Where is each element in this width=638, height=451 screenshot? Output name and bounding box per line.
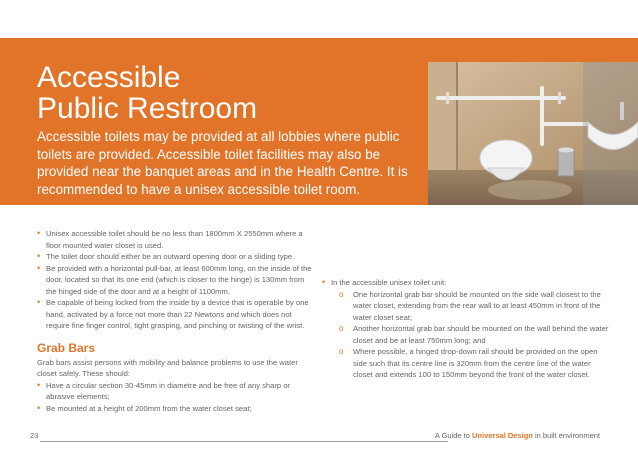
restroom-illustration [428,62,638,205]
sub-list-item: o One horizontal grab bar should be mounted on the side wall closest to the water closet, extending from the rear wall to at least 450mm in front of the water closet seat; [339,289,612,324]
right-column [322,277,612,381]
list-item: • The toilet door should either be an outward opening door or a sliding type. [37,251,312,263]
footer-text-bold: Universal Design [472,431,533,440]
list-item: • Be mounted at a height of 200mm from the water closet seat; [37,403,312,415]
restroom-photo [428,62,638,205]
title-line-1: Accessible [37,61,181,94]
left-column [37,228,312,414]
footer-text [435,431,600,440]
unisex-unit-lead: In the accessible unisex toilet unit: [331,278,447,287]
footer-rule [40,441,448,442]
grab-bars-list [37,380,312,415]
sub-list-item: o Where possible, a hinged drop-down rail should be provided on the open side such that its centre line is 320mm from the centre line of the water closet and extends 100 to 150mm beyond the front of the water closet. [339,346,612,381]
sub-list-item: o Another horizontal grab bar should be mounted on the wall behind the water closet and be at least 750mm long; and [339,323,612,346]
unisex-unit-list [322,277,612,381]
footer-text-prefix: A Guide to [434,431,473,440]
requirements-list [37,228,312,332]
grab-bars-heading: Grab Bars [37,340,96,355]
page-number: 23 [30,431,39,440]
unisex-unit-sublist [331,289,612,381]
intro-paragraph: Accessible toilets may be provided at all lobbies where public toilets are provided. Accessible toilet facilities may also be provided near the banquet areas and in the Health Centre. It is recommended to have a unisex accessible toilet room. [37,129,408,197]
page-title [37,62,417,124]
footer-text-suffix: in built environment [532,431,600,440]
list-item [322,277,612,381]
grab-bars-intro: Grab bars assist persons with mobility and balance problems to use the water closet safely. These should: [37,357,298,378]
list-item: • Be capable of being locked from the inside by a device that is operable by one hand, activated by a force not more than 22 Newtons and which does not require fine finger control, tight grasping, and pinching or twisting of the wrist. [37,297,312,332]
list-item: • Be provided with a horizontal pull-bar, at least 600mm long, on the inside of the door, located so that its one end (which is closer to the hinge) is 130mm from the hinged side of the door and at a height of 1100mm. [37,263,312,298]
title-line-2: Public Restroom [37,92,258,125]
list-item: • Have a circular section 30-45mm in diametre and be free of any sharp or abrasive elements; [37,380,312,403]
list-item: • Unisex accessible toilet should be no less than 1800mm X 2550mm where a floor mounted water closet is used. [37,228,312,251]
